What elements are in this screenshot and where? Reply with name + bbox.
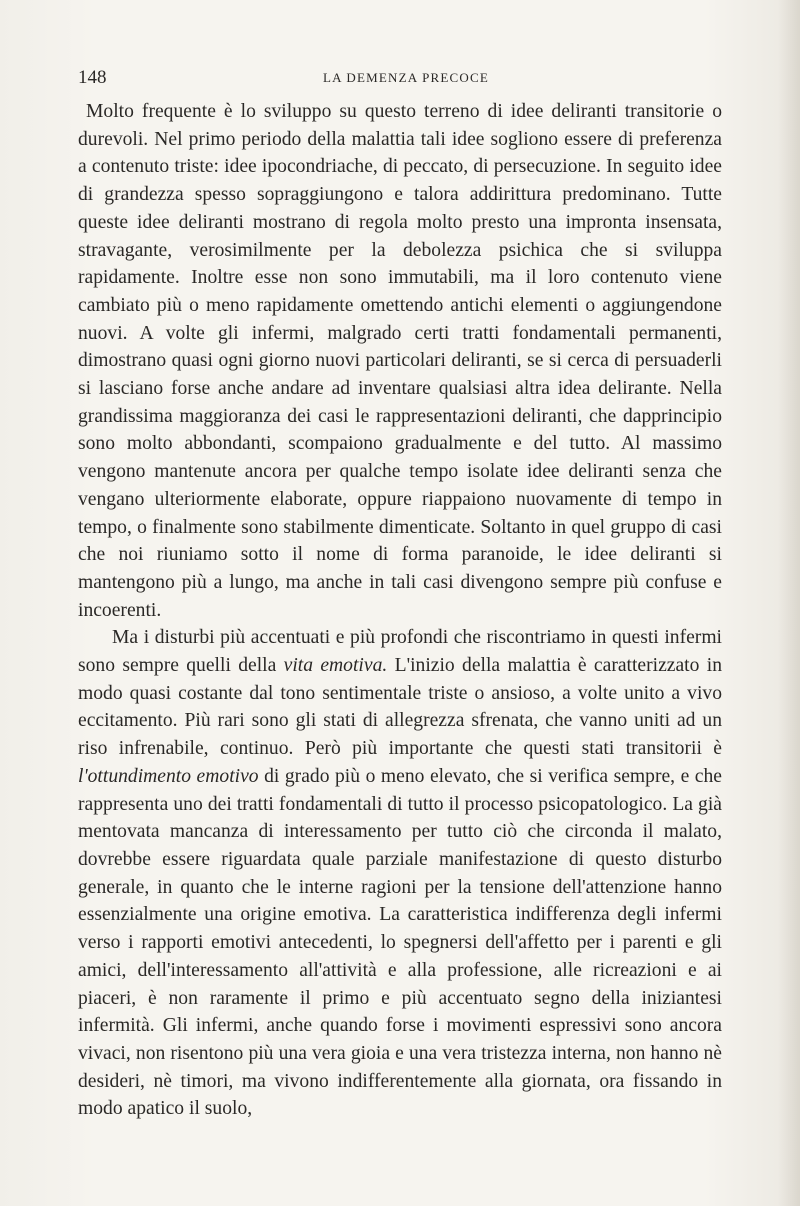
page-header bbox=[78, 66, 722, 90]
paragraph-2-text-end: di grado più o meno elevato, che si verifica sempre, e che rappresenta uno dei tratti fondamentali di tutto il processo psicopatologico. La già mentovata mancanza di interessamento per tutto ciò che circonda il malato, dovrebbe essere riguardata quale parziale manifestazione di questo disturbo generale, in quanto che le interne ragioni per la tensione dell'attenzione hanno essenzialmente una origine emotiva. La caratteristica indifferenza degli infermi verso i rapporti emotivi antecedenti, lo spegnersi dell'affetto per i parenti e gli amici, dell'interessamento all'attività e alla professione, alle ricreazioni e ai piaceri, è non raramente il primo e più accentuato segno della iniziantesi infermità. Gli infermi, anche quando forse i movimenti espressivi sono ancora vivaci, non risentono più una vera gioia e una vera tristezza interna, non hanno nè desideri, nè timori, ma vivono indifferentemente alla giornata, ora fissando in modo apatico il suolo, bbox=[78, 765, 722, 1120]
paragraph-1-text: Molto frequente è lo sviluppo su questo terreno di idee deliranti transitorie o durevoli. Nel primo periodo della malattia tali idee sogliono essere di preferenza a contenuto triste: idee ipocondriache, di peccato, di persecuzione. In seguito idee di grandezza spesso sopraggiungono e talora addirittura predominano. Tutte queste idee deliranti mostrano di regola molto presto una impronta insensata, stravagante, verosimilmente per la debolezza psichica che si sviluppa rapidamente. Inoltre esse non sono immutabili, ma il loro contenuto viene cambiato più o meno rapidamente omettendo antichi elementi o aggiungendone nuovi. A volte gli infermi, malgrado certi tratti fondamentali permanenti, dimostrano quasi ogni giorno nuovi particolari deliranti, se si cerca di persuaderli si lasciano forse anche andare ad inventare qualsiasi altra idea delirante. Nella grandissima maggioranza dei casi le rappresentazioni deliranti, che dapprincipio sono molto abbondanti, scompaiono gradualmente e del tutto. Al massimo vengono mantenute ancora per qualche tempo isolate idee deliranti senza che vengano ulteriormente elaborate, oppure riappaiono nuovamente di tempo in tempo, o finalmente sono stabilmente dimenticate. Soltanto in quel gruppo di casi che noi riuniamo sotto il nome di forma paranoide, le idee deliranti si mantengono più a lungo, ma anche in tali casi divengono sempre più confuse e incoerenti. bbox=[78, 101, 722, 621]
paragraph-1 bbox=[78, 98, 722, 624]
emphasis-vita-emotiva: vita emotiva. bbox=[283, 655, 388, 677]
paragraph-2-text-start: Ma i disturbi più accentuati e più profondi che riscontriamo in questi infermi sono sempre quelli della bbox=[78, 627, 722, 677]
emphasis-ottundimento-emotivo: l'ottundimento emotivo bbox=[78, 765, 259, 787]
body-text bbox=[78, 98, 722, 1123]
page-number: 148 bbox=[78, 67, 107, 88]
page-edge-shadow bbox=[778, 0, 800, 1206]
running-title: LA DEMENZA PRECOCE bbox=[322, 70, 490, 85]
paragraph-2-text-middle: L'inizio della malattia è caratterizzato in modo quasi costante dal tono sentimentale triste o ansioso, a volte unito a vivo eccitamento. Più rari sono gli stati di allegrezza sfrenata, che vanno uniti ad un riso infrenabile, continuo. Però più importante che questi stati transitorii è bbox=[78, 655, 722, 760]
paragraph-2 bbox=[78, 624, 722, 1123]
